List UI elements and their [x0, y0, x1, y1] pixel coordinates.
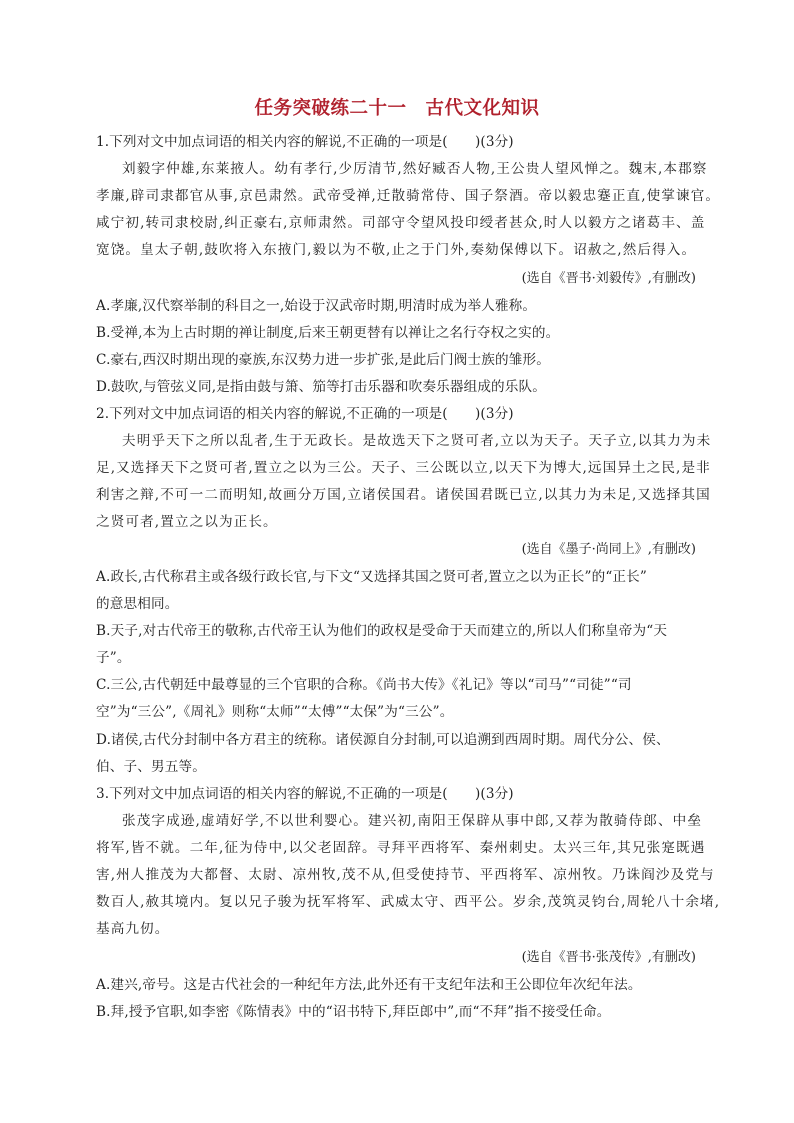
option-b: B.拜,授予官职,如李密《陈情表》中的“诏书特下,拜臣郎中”,而“不拜”指不接受任命。 [96, 1004, 611, 1020]
option-a: A.政长,古代称君主或各级行政长官,与下文“又选择其国之贤可者,置立之以为正长”的“正长” [96, 569, 648, 585]
source-citation: (选自《墨子·尚同上》,有删改) [521, 542, 696, 557]
passage-line: 咸宁初,转司隶校尉,纠正豪右,京师肃然。司部守令望风投印绶者甚众,时人以毅方之诸葛丰、盖 [96, 215, 706, 231]
option-a: A.建兴,帝号。这是古代社会的一种纪年方法,此外还有干支纪年法和王公即位年次纪年法。 [96, 977, 642, 993]
option-b-cont: 子”。 [96, 650, 131, 666]
page-title: 任务突破练二十一 古代文化知识 [254, 98, 540, 119]
passage-line: 将军,皆不就。二年,征为侍中,以父老固辞。寻拜平西将军、秦州刺史。太兴三年,其兄张寔既遇 [96, 840, 706, 856]
passage-line: 夫明乎天下之所以乱者,生于无政长。是故选天下之贤可者,立以为天子。天子立,以其力为未 [122, 433, 712, 449]
option-d: D.诸侯,古代分封制中各方君主的统称。诸侯源自分封制,可以追溯到西周时期。周代分公、侯、 [96, 732, 670, 748]
option-b: B.受禅,本为上古时期的禅让制度,后来王朝更替有以禅让之名行夺权之实的。 [96, 325, 560, 341]
passage-line: 数百人,赦其境内。复以兄子骏为抚军将军、武威太守、西平公。岁余,茂筑灵钧台,周轮八十余堵, [96, 894, 721, 910]
question-3-stem: 3.下列对文中加点词语的相关内容的解说,不正确的一项是( )(3分) [96, 786, 514, 802]
question-2-stem: 2.下列对文中加点词语的相关内容的解说,不正确的一项是( )(3分) [96, 406, 514, 422]
option-c: C.三公,古代朝廷中最尊显的三个官职的合称。《尚书大传》《礼记》等以“司马”“司徒”“司 [96, 677, 632, 693]
passage-line: 足,又选择天下之贤可者,置立之以为三公。天子、三公既以立,以天下为博大,远国异土之民,是非 [96, 460, 711, 476]
passage-line: 孝廉,辟司隶都官从事,京邑肃然。武帝受禅,迁散骑常侍、国子祭酒。帝以毅忠蹇正直,使掌谏官。 [96, 188, 721, 204]
source-citation: (选自《晋书·张茂传》,有删改) [521, 950, 696, 965]
option-c: C.豪右,西汉时期出现的豪族,东汉势力进一步扩张,是此后门阀士族的雏形。 [96, 352, 551, 368]
option-a: A.孝廉,汉代察举制的科目之一,始设于汉武帝时期,明清时成为举人雅称。 [96, 298, 537, 314]
passage-line: 害,州人推茂为大都督、太尉、凉州牧,茂不从,但受使持节、平西将军、凉州牧。乃诛阎沙及党与 [96, 867, 715, 883]
passage-line: 利害之辩,不可一二而明知,故画分万国,立诸侯国君。诸侯国君既已立,以其力为未足,又选择其国 [96, 487, 711, 503]
option-c-cont: 空”为“三公”,《周礼》则称“太师”“太傅”“太保”为“三公”。 [96, 704, 454, 720]
passage-line: 宽饶。皇太子朝,鼓吹将入东掖门,毅以为不敬,止之于门外,奏劾保傅以下。诏赦之,然后得入。 [96, 242, 697, 258]
source-citation: (选自《晋书·刘毅传》,有删改) [521, 271, 696, 286]
passage-line: 基高九仞。 [96, 921, 170, 937]
option-d: D.鼓吹,与管弦义同,是指由鼓与箫、笳等打击乐器和吹奏乐器组成的乐队。 [96, 379, 547, 395]
option-a-cont: 的意思相同。 [96, 596, 179, 612]
option-b: B.天子,对古代帝王的敬称,古代帝王认为他们的政权是受命于天而建立的,所以人们称皇帝为“天 [96, 623, 668, 639]
passage-line: 之贤可者,置立之以为正长。 [96, 514, 278, 530]
question-1-stem: 1.下列对文中加点词语的相关内容的解说,不正确的一项是( )(3分) [96, 134, 514, 150]
passage-line: 刘毅字仲雄,东莱掖人。幼有孝行,少厉清节,然好臧否人物,王公贵人望风惮之。魏末,本郡察 [122, 161, 708, 177]
passage-line: 张茂字成逊,虚靖好学,不以世利婴心。建兴初,南阳王保辟从事中郎,又荐为散骑侍郎、中垒 [122, 813, 703, 829]
option-d-cont: 伯、子、男五等。 [96, 759, 206, 775]
